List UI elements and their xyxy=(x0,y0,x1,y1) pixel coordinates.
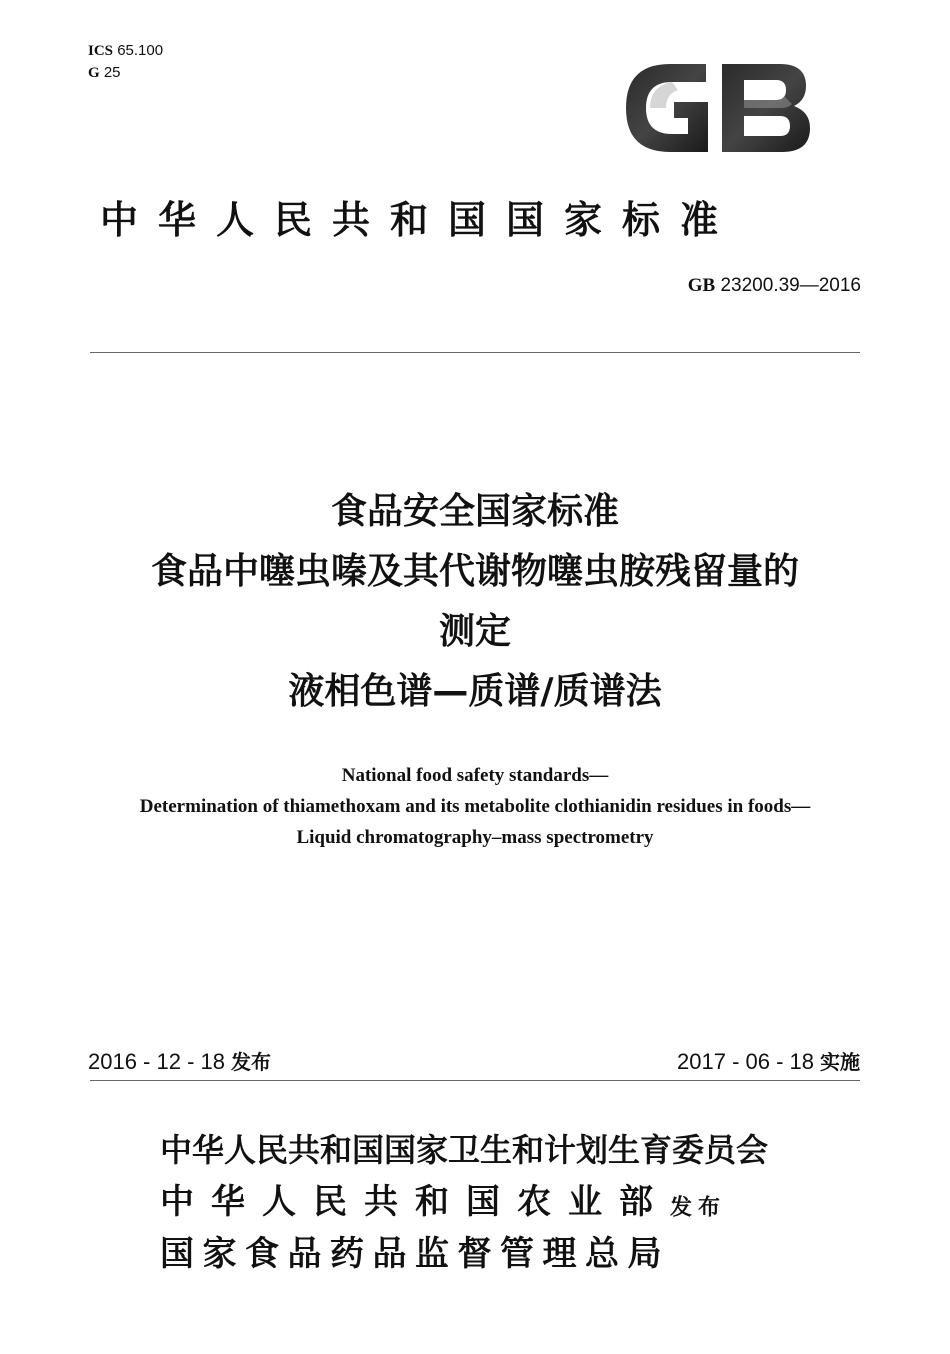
issuer-1: 中华人民共和国国家卫生和计划生育委员会 xyxy=(160,1131,769,1169)
classification-codes xyxy=(88,40,163,84)
english-title-line-3: Liquid chromatography–mass spectrometry xyxy=(296,827,654,848)
ccs-code: 25 xyxy=(103,64,121,81)
gb-logo xyxy=(622,60,814,156)
implementation-date-value: 2017 - 06 - 18 xyxy=(677,1049,814,1074)
issuer-3: 国家食品药品监督管理总局 xyxy=(160,1234,670,1274)
issue-date xyxy=(88,1046,271,1075)
standard-code: 23200.39—2016 xyxy=(720,275,861,296)
issuer-2: 中华人民共和国农业部 xyxy=(160,1182,670,1222)
chinese-title-line-1: 食品安全国家标准 xyxy=(330,491,619,532)
ics-label: ICS xyxy=(88,43,114,59)
ccs-label: G xyxy=(88,65,100,81)
standard-prefix: GB xyxy=(687,275,716,296)
header-divider xyxy=(90,352,860,353)
implementation-date-label: 实施 xyxy=(820,1050,860,1074)
english-title-line-2: Determination of thiamethoxam and its metabolite clothianidin residues in foods— xyxy=(139,796,811,817)
chinese-title-line-2: 食品中噻虫嗪及其代谢物噻虫胺残留量的 xyxy=(150,551,799,592)
ics-line xyxy=(88,40,163,62)
english-title xyxy=(0,760,950,853)
chinese-title xyxy=(0,482,950,722)
issuing-bodies xyxy=(160,1124,768,1280)
standard-number xyxy=(688,275,861,297)
issue-date-value: 2016 - 12 - 18 xyxy=(88,1049,225,1074)
issuer-2-row xyxy=(160,1176,768,1228)
ccs-line xyxy=(88,62,163,84)
ics-code: 65.100 xyxy=(117,42,164,59)
publish-label: 发布 xyxy=(670,1195,727,1221)
english-title-line-1: National food safety standards— xyxy=(341,765,609,786)
national-standard-heading: 中华人民共和国国家标准 xyxy=(100,197,739,242)
footer-divider xyxy=(90,1080,860,1081)
issue-date-label: 发布 xyxy=(230,1050,271,1074)
chinese-title-line-4: 液相色谱—质谱/质谱法 xyxy=(288,671,662,712)
implementation-date xyxy=(677,1046,860,1075)
chinese-title-line-3: 测定 xyxy=(438,611,511,652)
